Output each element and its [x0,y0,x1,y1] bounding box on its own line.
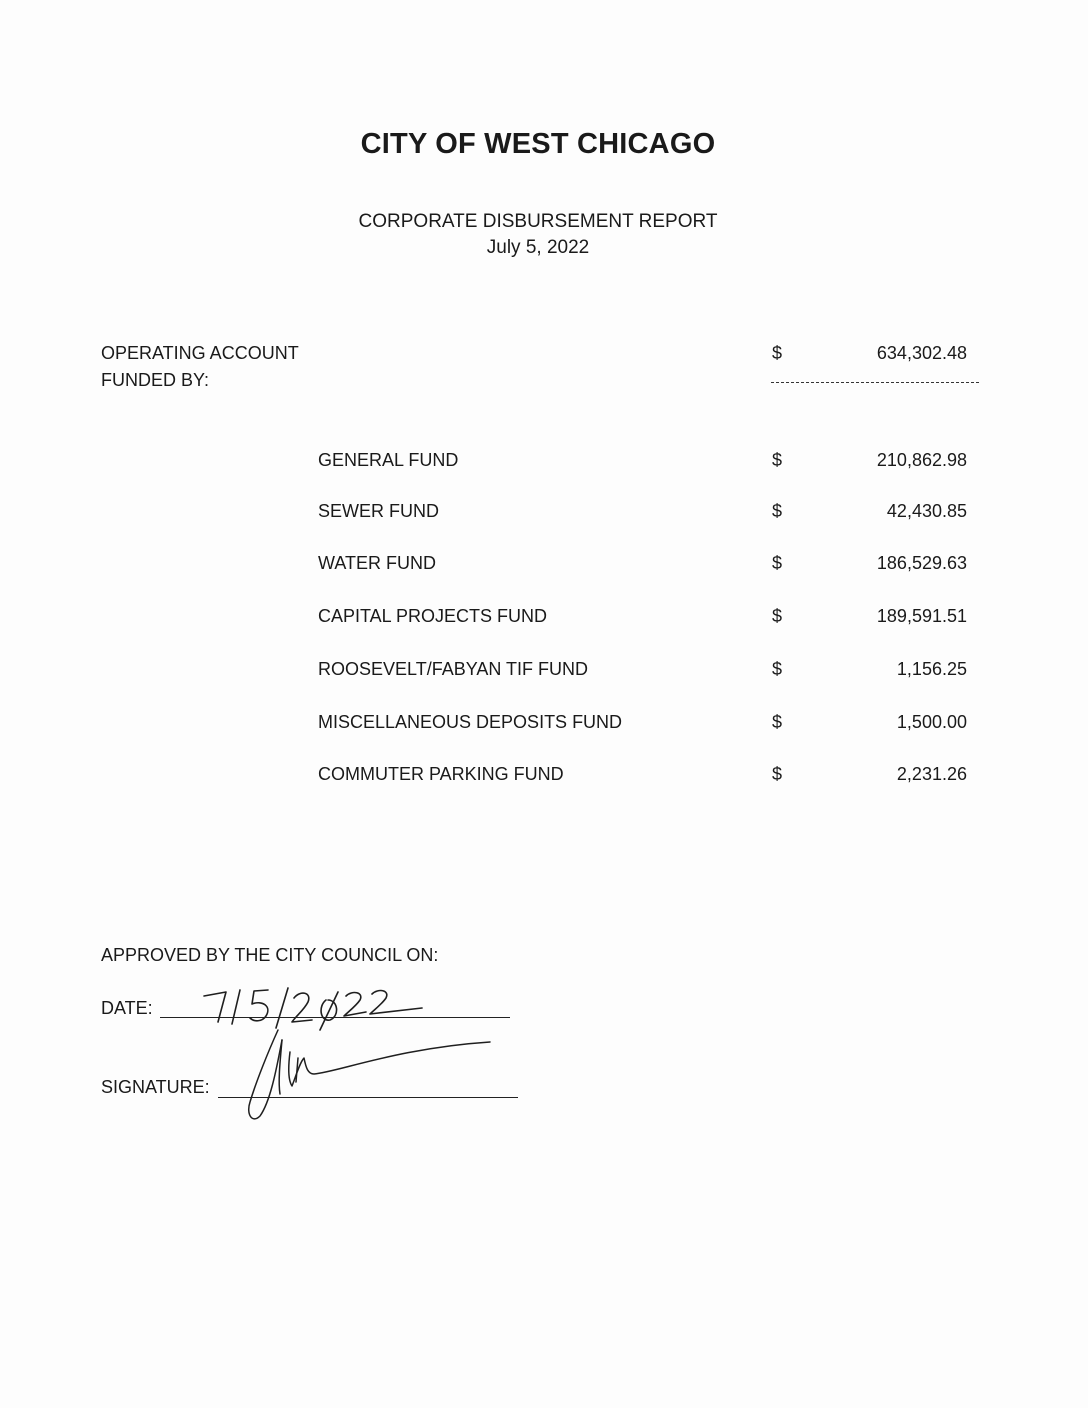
fund-row-commuter-parking [0,764,1088,794]
fund-currency-symbol: $ [772,606,783,626]
fund-name: COMMUTER PARKING FUND [318,764,564,784]
fund-currency-symbol: $ [772,450,783,470]
approval-heading: APPROVED BY THE CITY COUNCIL ON: [101,945,439,965]
fund-amount: 189,591.51 [876,606,967,626]
total-divider-line [771,382,979,383]
report-subtitle: CORPORATE DISBURSEMENT REPORT [358,211,718,232]
report-date: July 5, 2022 [486,237,590,258]
fund-name: CAPITAL PROJECTS FUND [318,606,548,626]
fund-amount: 2,231.26 [896,764,967,784]
fund-name: WATER FUND [318,553,436,573]
fund-row-miscellaneous-deposits [0,712,1088,742]
fund-name: MISCELLANEOUS DEPOSITS FUND [318,712,623,732]
fund-currency-symbol: $ [772,553,783,573]
document-title: CITY OF WEST CHICAGO [360,128,716,160]
operating-amount: 634,302.48 [876,343,967,363]
fund-name: SEWER FUND [318,501,439,521]
fund-row-roosevelt-fabyan-tif [0,659,1088,689]
fund-row-sewer [0,501,1088,531]
signature-label: SIGNATURE: [101,1077,210,1097]
fund-currency-symbol: $ [772,712,783,732]
handwritten-signature [238,1022,498,1127]
operating-currency-symbol: $ [772,343,783,363]
fund-amount: 1,156.25 [896,659,967,679]
fund-name: ROOSEVELT/FABYAN TIF FUND [318,659,589,679]
operating-account-label: OPERATING ACCOUNT [101,343,299,363]
fund-amount: 210,862.98 [876,450,967,470]
fund-amount: 1,500.00 [896,712,967,732]
fund-row-water [0,553,1088,583]
date-label: DATE: [101,998,153,1018]
fund-currency-symbol: $ [772,659,783,679]
funded-by-label: FUNDED BY: [101,370,210,390]
fund-row-capital-projects [0,606,1088,636]
fund-currency-symbol: $ [772,764,783,784]
fund-row-general [0,450,1088,480]
fund-name: GENERAL FUND [318,450,459,470]
fund-currency-symbol: $ [772,501,783,521]
fund-amount: 186,529.63 [876,553,967,573]
fund-amount: 42,430.85 [886,501,967,521]
